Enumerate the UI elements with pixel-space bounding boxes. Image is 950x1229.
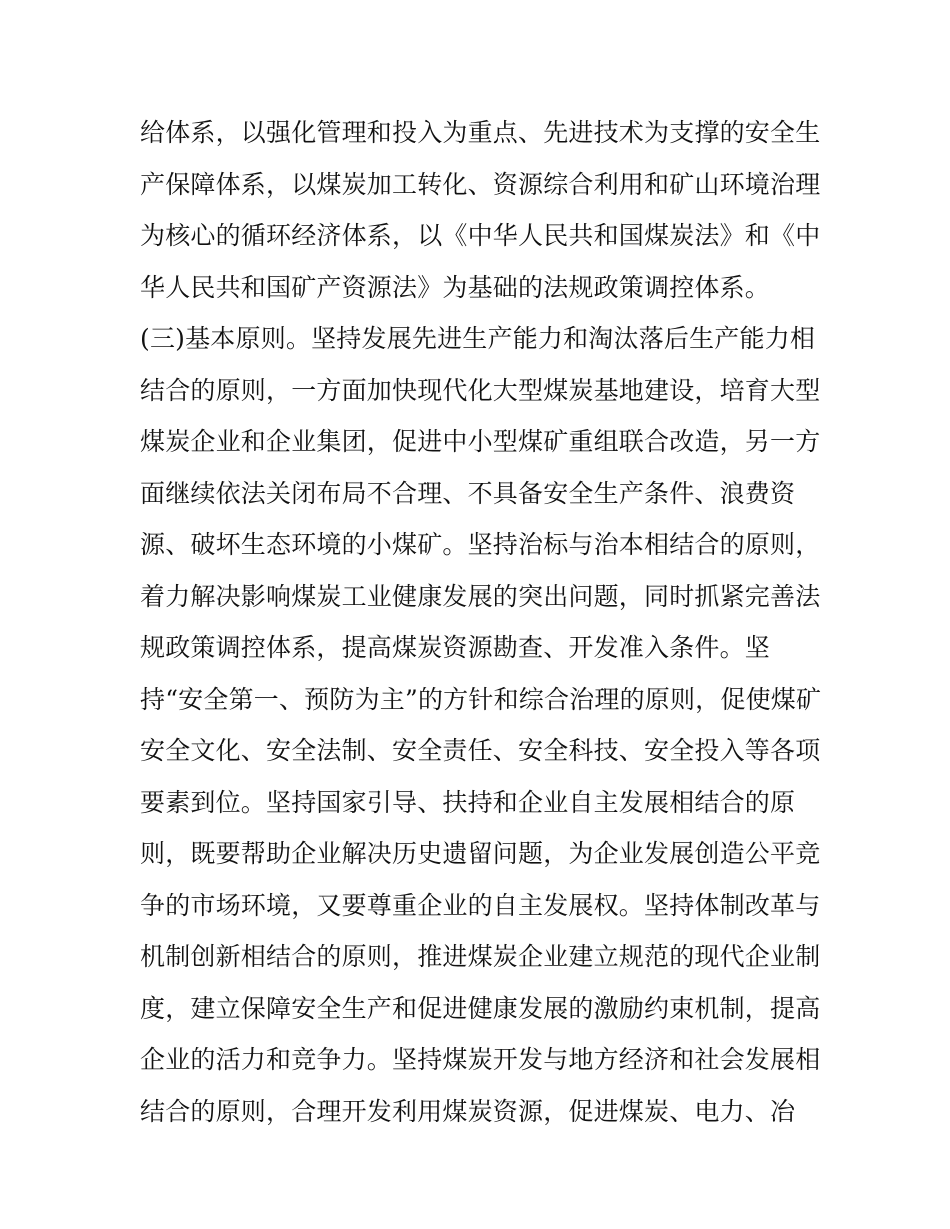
text-line: 则，既要帮助企业解决历史遗留问题，为企业发展创造公平竞: [140, 839, 821, 868]
text-line: 煤炭企业和企业集团，促进中小型煤矿重组联合改造，另一方: [140, 427, 821, 456]
text-line: 给体系，以强化管理和投入为重点、先进技术为支撑的安全生: [140, 118, 821, 147]
text-line: 结合的原则，一方面加快现代化大型煤炭基地建设，培育大型: [140, 375, 821, 405]
text-line: 源、破坏生态环境的小煤矿。坚持治标与治本相结合的原则，: [140, 530, 821, 559]
text-line: 机制创新相结合的原则，推进煤炭企业建立规范的现代企业制: [140, 942, 821, 971]
body-text: [140, 107, 820, 1137]
text-line: 要素到位。坚持国家引导、扶持和企业自主发展相结合的原: [140, 787, 796, 817]
text-line: 安全文化、安全法制、安全责任、安全科技、安全投入等各项: [140, 736, 821, 765]
text-line: 为核心的循环经济体系，以《中华人民共和国煤炭法》和《中: [140, 221, 821, 250]
text-line: 结合的原则，合理开发利用煤炭资源，促进煤炭、电力、冶: [140, 1096, 796, 1126]
text-line: 度，建立保障安全生产和促进健康发展的激励约束机制，提高: [140, 993, 821, 1023]
section-heading-line: (三)基本原则。坚持发展先进生产能力和淘汰落后生产能力相: [140, 324, 816, 353]
text-line: 着力解决影响煤炭工业健康发展的突出问题，同时抓紧完善法: [140, 581, 821, 611]
text-line: 产保障体系，以煤炭加工转化、资源综合利用和矿山环境治理: [140, 169, 821, 199]
text-line: 企业的活力和竞争力。坚持煤炭开发与地方经济和社会发展相: [140, 1045, 821, 1074]
text-line: 规政策调控体系，提高煤炭资源勘查、开发准入条件。坚: [140, 633, 771, 662]
text-line: 华人民共和国矿产资源法》为基础的法规政策调控体系。: [140, 272, 771, 302]
text-line: 面继续依法关闭布局不合理、不具备安全生产条件、浪费资: [140, 478, 796, 508]
text-line: 争的市场环境，又要尊重企业的自主发展权。坚持体制改革与: [140, 890, 821, 920]
text-line: 持“安全第一、预防为主”的方针和综合治理的原则，促使煤矿: [140, 684, 822, 714]
